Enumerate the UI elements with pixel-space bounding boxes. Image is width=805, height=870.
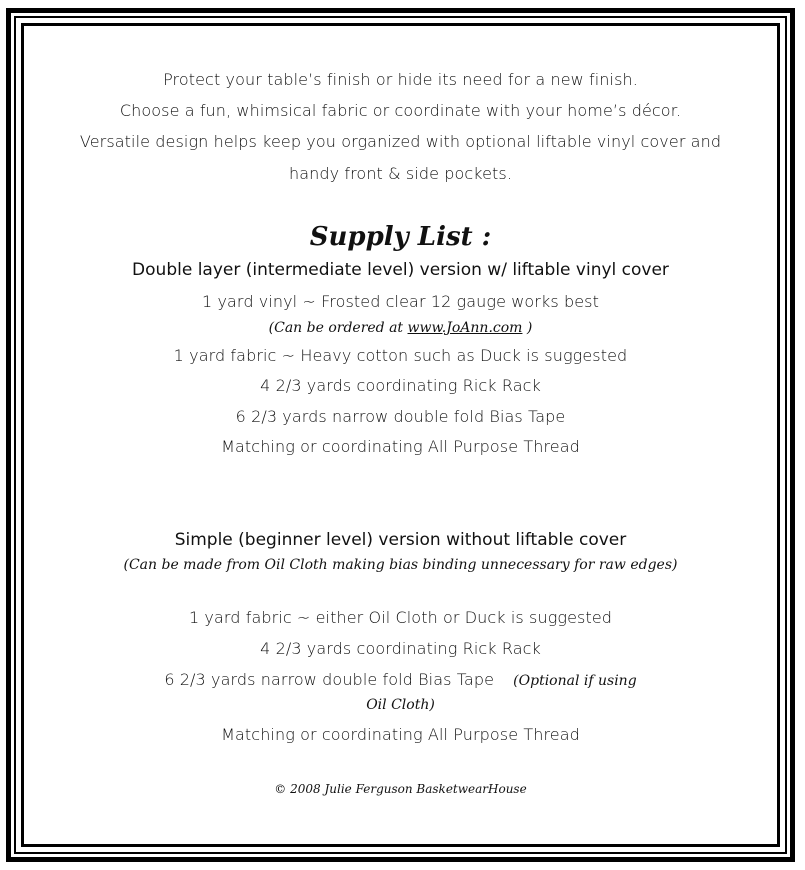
double-order-note [24,320,777,336]
simple-oilcloth-note: (Can be made from Oil Cloth making bias binding unnecessary for raw edges) [123,557,678,573]
double-item-rickrack: 4 2/3 yards coordinating Rick Rack [260,376,541,395]
simple-item-rickrack: 4 2/3 yards coordinating Rick Rack [260,639,541,658]
intro-line-2: Choose a fun, whimsical fabric or coordinate with your home’s décor. [119,101,682,120]
simple-item-biastape: 6 2/3 yards narrow double fold Bias Tape [164,670,495,689]
simple-item-thread: Matching or coordinating All Purpose Thread [221,725,580,744]
order-note-prefix: (Can be ordered at [268,320,408,336]
simple-biastape-optional-note-cont: Oil Cloth) [366,697,435,713]
simple-item-fabric: 1 yard fabric ~ either Oil Cloth or Duck is suggested [188,608,613,627]
double-item-vinyl: 1 yard vinyl ~ Frosted clear 12 gauge works best [201,292,599,311]
document-body [24,26,777,844]
simple-item-biastape-row [24,670,777,689]
intro-line-3: Versatile design helps keep you organized with optional liftable vinyl cover and [79,132,722,151]
intro-line-1: Protect your table’s finish or hide its need for a new finish. [163,70,638,89]
double-version-title: Double layer (intermediate level) version w/ liftable vinyl cover [132,260,669,280]
double-item-fabric: 1 yard fabric ~ Heavy cotton such as Duck is suggested [173,346,628,365]
copyright-notice: © 2008 Julie Ferguson BasketwearHouse [274,782,527,796]
supply-list-heading: Supply List : [309,222,492,252]
simple-version-title: Simple (beginner level) version without liftable cover [174,530,627,550]
joann-link[interactable]: www.JoAnn.com [407,320,523,336]
double-item-thread: Matching or coordinating All Purpose Thread [221,437,580,456]
simple-biastape-optional-note: (Optional if using [513,673,637,689]
order-note-suffix: ) [522,320,533,336]
double-item-biastape: 6 2/3 yards narrow double fold Bias Tape [235,407,566,426]
intro-line-4: handy front & side pockets. [288,164,513,183]
